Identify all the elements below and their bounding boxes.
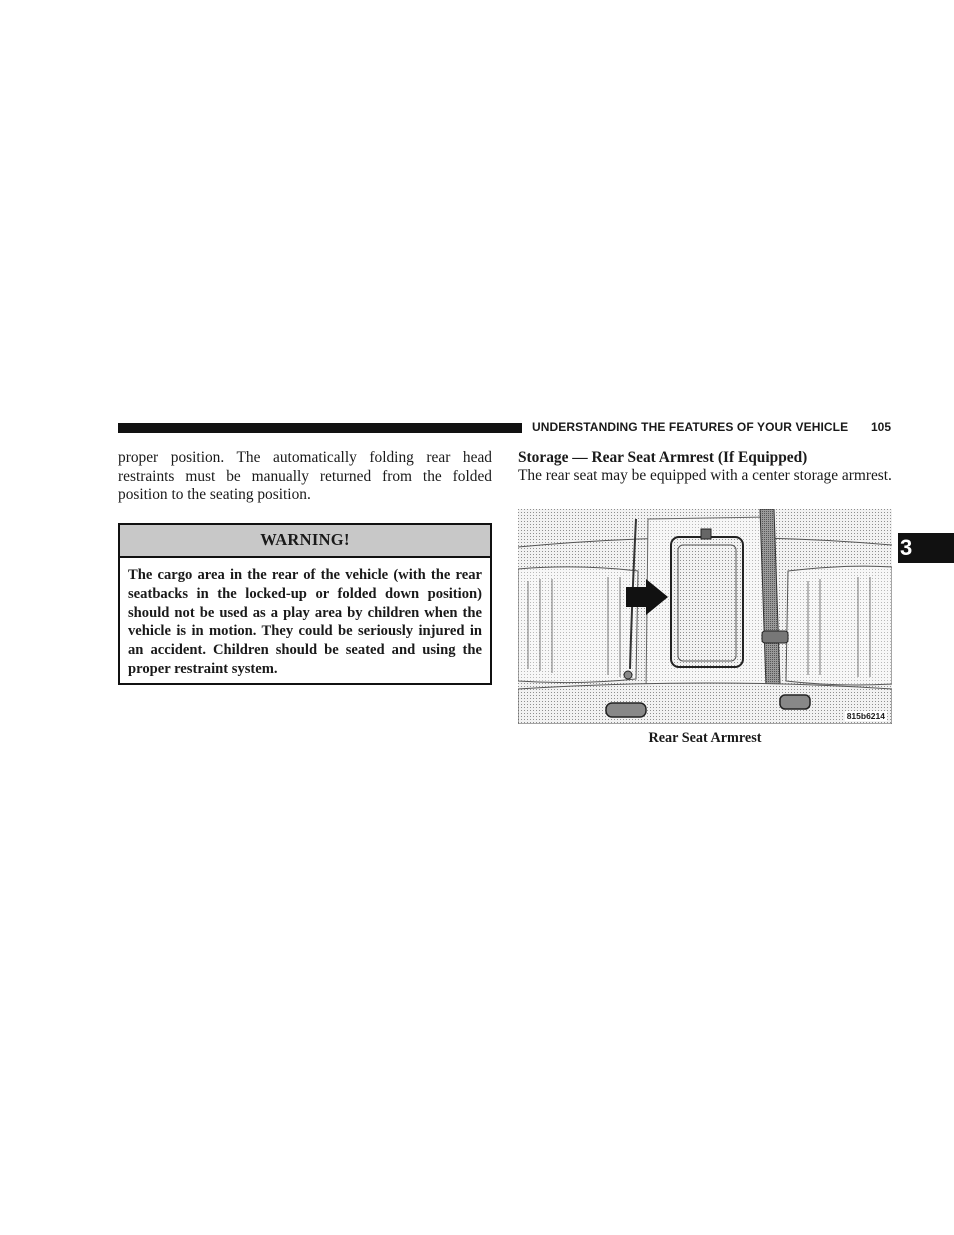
warning-box <box>118 523 492 685</box>
header-rule <box>118 423 522 433</box>
running-header-title: UNDERSTANDING THE FEATURES OF YOUR VEHICLE <box>532 420 849 434</box>
warning-text: The cargo area in the rear of the vehicle (with the rear seatbacks in the locked-up or folded down position) should not be used as a play area by children when the vehicle is in motion. They could be seriously injured in an accident. Children should be seated and using the proper restraint system. <box>128 567 482 677</box>
page-number: 105 <box>871 420 892 434</box>
rear-seat-armrest-illustration <box>518 509 892 724</box>
section-paragraph: The rear seat may be equipped with a center storage armrest. <box>518 467 892 484</box>
chapter-tab: 3 <box>898 533 954 563</box>
section-heading: Storage — Rear Seat Armrest (If Equipped) <box>518 449 808 466</box>
warning-title: WARNING! <box>120 525 490 558</box>
armrest-drawing <box>518 509 892 724</box>
figure-code: 815b6214 <box>846 711 885 721</box>
continued-paragraph: proper position. The automatically folding rear head restraints must be manually returned from the folded position to the seating position. <box>118 449 492 504</box>
figure-caption: Rear Seat Armrest <box>648 730 762 746</box>
